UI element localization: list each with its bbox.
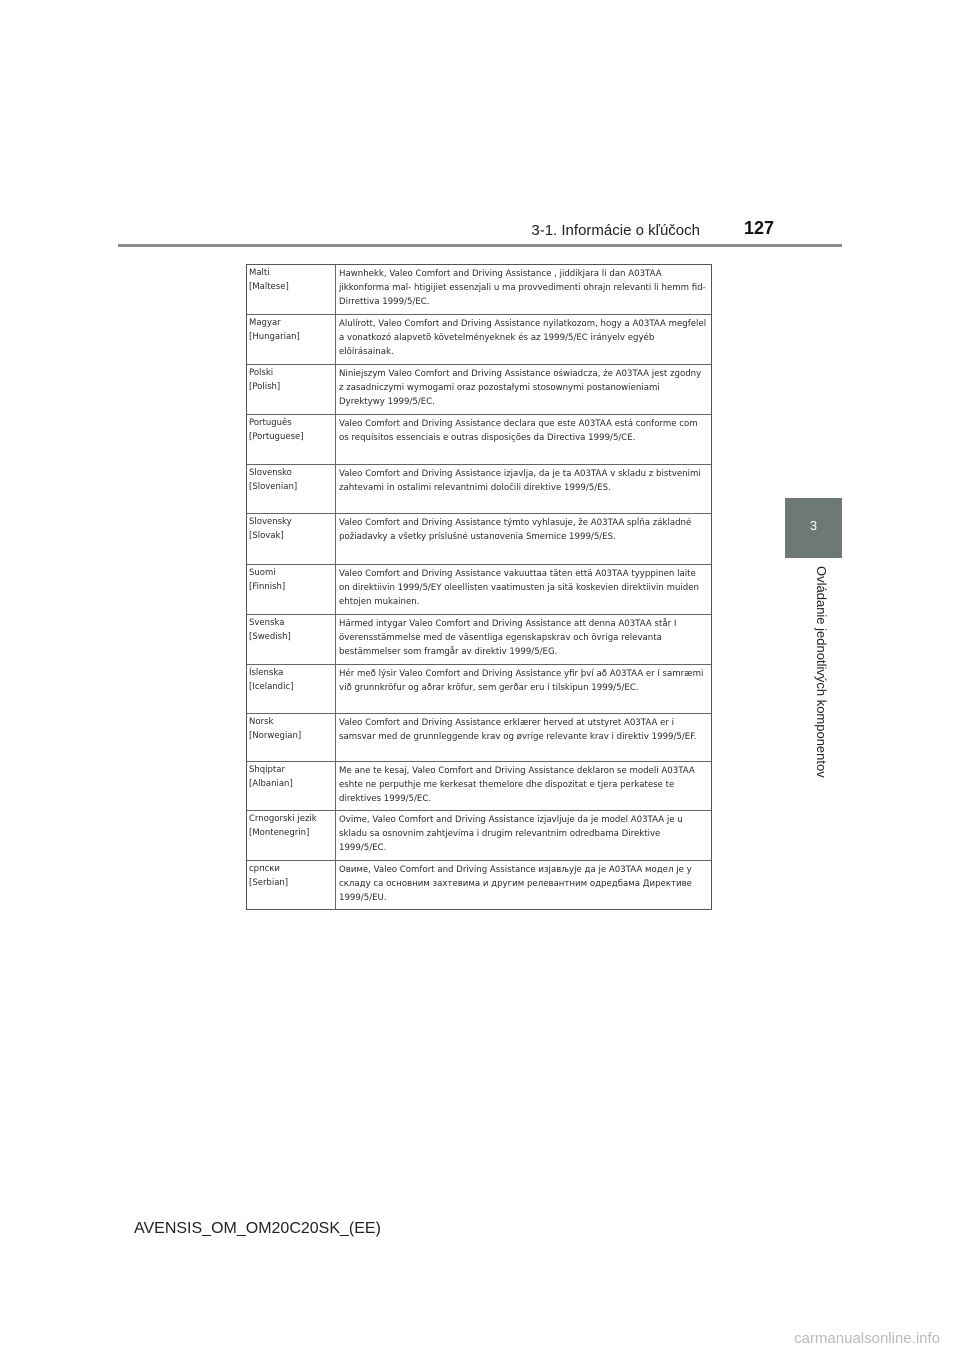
table-row bbox=[247, 514, 711, 565]
language-name: Íslenska bbox=[249, 668, 284, 678]
language-name-en: [Swedish] bbox=[249, 631, 291, 642]
declaration-text: Härmed intygar Valeo Comfort and Driving Assistance att denna A03TAA står I överensstämmelse med de väsentliga egenskapskrav och övriga relevanta bestämmelser som framgår av direktiv 1999/5/EG. bbox=[339, 619, 677, 657]
declaration-text: Valeo Comfort and Driving Assistance declara que este A03TAA está conforme com os requisitos essenciais e outras disposições da Directiva 1999/5/CE. bbox=[339, 419, 698, 443]
language-name: Svenska bbox=[249, 618, 285, 628]
chapter-label bbox=[786, 566, 842, 796]
table-row bbox=[247, 714, 711, 762]
chapter-tab bbox=[785, 498, 842, 558]
language-name-en: [Montenegrin] bbox=[249, 827, 310, 838]
language-name-en: [Slovenian] bbox=[249, 481, 298, 492]
language-cell bbox=[247, 514, 336, 564]
language-name: Suomi bbox=[249, 568, 276, 578]
language-cell bbox=[247, 265, 336, 314]
language-name-en: [Portuguese] bbox=[249, 431, 304, 442]
declaration-text: Niniejszym Valeo Comfort and Driving Assistance oświadcza, że A03TAA jest zgodny z zasadniczymi wymogami oraz pozostałymi stosownymi postanowieniami Dyrektywy 1999/5/EC. bbox=[339, 369, 702, 407]
declaration-text: Овиме, Valeo Comfort and Driving Assistance изјављује да је A03TAA модел је у складу са основним захтевима и другим релевантним одредбама Директиве 1999/5/EU. bbox=[339, 865, 692, 903]
declaration-table bbox=[246, 264, 712, 910]
section-title: 3-1. Informácie o kľúčoch bbox=[531, 222, 700, 239]
language-name: Norsk bbox=[249, 717, 274, 727]
table-row bbox=[247, 415, 711, 465]
table-row bbox=[247, 315, 711, 365]
language-name: Shqiptar bbox=[249, 765, 285, 775]
language-name-en: [Finnish] bbox=[249, 581, 286, 592]
language-cell bbox=[247, 415, 336, 464]
table-row bbox=[247, 365, 711, 415]
declaration-text: Me ane te kesaj, Valeo Comfort and Driving Assistance deklaron se modeli A03TAA eshte ne perputhje me kerkesat themelore dhe dispozitat e tjera perkatese te direktives 1999/5/EC. bbox=[339, 766, 695, 804]
table-row bbox=[247, 861, 711, 909]
declaration-text: Valeo Comfort and Driving Assistance týmto vyhlasuje, že A03TAA spĺňa základné požiadavky a všetky príslušné ustanovenia Smernice 1999/5/ES. bbox=[339, 518, 692, 542]
declaration-text: Hér með lýsir Valeo Comfort and Driving Assistance yfir því að A03TAA er í samræmi við grunnkröfur og aðrar kröfur, sem gerðar eru í tilskipun 1999/5/EC. bbox=[339, 669, 704, 693]
table-row bbox=[247, 762, 711, 811]
language-name: Português bbox=[249, 418, 292, 428]
table-row bbox=[247, 811, 711, 861]
language-name-en: [Albanian] bbox=[249, 778, 293, 789]
declaration-text: Hawnhekk, Valeo Comfort and Driving Assistance , jiddikjara li dan A03TAA jikkonforma mal- htigijiet essenzjali u ma provvedimenti ohrajn relevanti li hemm fid-Dirrettiva 1999/5/EC. bbox=[339, 269, 706, 307]
declaration-text: Ovime, Valeo Comfort and Driving Assistance izjavljuje da je model A03TAA je u skladu sa osnovnim zahtjevima i drugim relevantnim odredbama Direktive 1999/5/EC. bbox=[339, 815, 683, 853]
language-cell bbox=[247, 714, 336, 761]
watermark: carmanualsonline.info bbox=[794, 1330, 940, 1347]
page-number: 127 bbox=[743, 218, 774, 238]
header-divider bbox=[118, 244, 842, 247]
language-cell bbox=[247, 762, 336, 810]
language-name: Malti bbox=[249, 268, 270, 278]
language-name-en: [Maltese] bbox=[249, 281, 289, 292]
table-row bbox=[247, 265, 711, 315]
declaration-text: Valeo Comfort and Driving Assistance erklærer herved at utstyret A03TAA er i samsvar med de grunnleggende krav og øvrige relevante krav i direktiv 1999/5/EF. bbox=[339, 718, 697, 742]
document-code: AVENSIS_OM_OM20C20SK_(EE) bbox=[134, 1220, 381, 1237]
language-name-en: [Icelandic] bbox=[249, 681, 294, 692]
language-cell bbox=[247, 615, 336, 664]
language-cell bbox=[247, 665, 336, 713]
language-name-en: [Serbian] bbox=[249, 877, 289, 888]
language-cell bbox=[247, 861, 336, 909]
language-cell bbox=[247, 565, 336, 614]
language-name: Crnogorski jezik bbox=[249, 814, 317, 824]
language-cell bbox=[247, 315, 336, 364]
declaration-text: Valeo Comfort and Driving Assistance vakuuttaa täten että A03TAA tyyppinen laite on direktiivin 1999/5/EY oleellisten vaatimusten ja sitä koskevien direktiivin muiden ehtojen mukainen. bbox=[339, 569, 699, 607]
language-name-en: [Hungarian] bbox=[249, 331, 300, 342]
declaration-text: Alulírott, Valeo Comfort and Driving Assistance nyilatkozom, hogy a A03TAA megfelel a vonatkozó alapvetõ követelményeknek és az 1999/5/EC irányelv egyéb elõírásainak. bbox=[339, 319, 707, 357]
language-cell bbox=[247, 811, 336, 860]
table-row bbox=[247, 615, 711, 665]
language-name-en: [Slovak] bbox=[249, 530, 284, 541]
language-name: Magyar bbox=[249, 318, 281, 328]
declaration-text: Valeo Comfort and Driving Assistance izjavlja, da je ta A03TAA v skladu z bistvenimi zahtevami in ostalimi relevantnimi določili direktive 1999/5/ES. bbox=[339, 469, 701, 493]
language-cell bbox=[247, 465, 336, 513]
language-name: Slovensko bbox=[249, 468, 292, 478]
table-row bbox=[247, 465, 711, 514]
language-name-en: [Polish] bbox=[249, 381, 281, 392]
table-row bbox=[247, 665, 711, 714]
language-name: Polski bbox=[249, 368, 274, 378]
language-cell bbox=[247, 365, 336, 414]
chapter-number: 3 bbox=[809, 518, 818, 533]
table-row bbox=[247, 565, 711, 615]
language-name-en: [Norwegian] bbox=[249, 730, 302, 741]
language-name: српски bbox=[249, 864, 280, 874]
language-name: Slovensky bbox=[249, 517, 292, 527]
chapter-label-text: Ovládanie jednotlivých komponentov bbox=[814, 566, 829, 778]
